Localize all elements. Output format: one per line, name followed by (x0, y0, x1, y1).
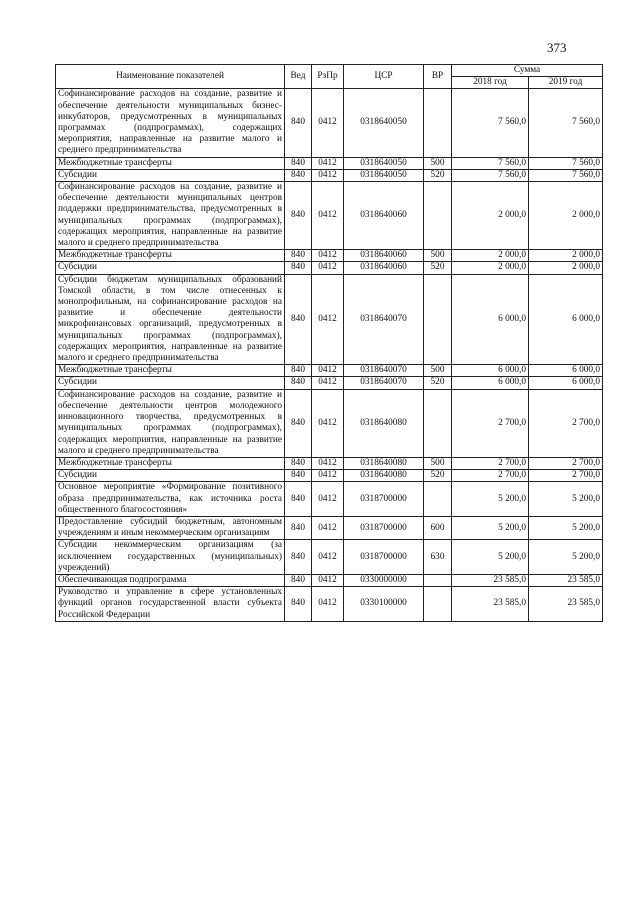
row-vr (424, 482, 452, 517)
row-vr: 520 (424, 169, 452, 181)
row-vr (424, 89, 452, 157)
row-vr: 500 (424, 365, 452, 377)
row-name: Обеспечивающая подпрограмма (56, 574, 285, 586)
row-csr: 0318640070 (344, 274, 424, 365)
table-row (56, 470, 603, 482)
row-ved: 840 (285, 182, 312, 250)
row-vr: 520 (424, 377, 452, 389)
row-ved: 840 (285, 457, 312, 469)
row-name: Субсидии (56, 262, 285, 274)
row-csr: 0318640070 (344, 377, 424, 389)
row-sum-2019: 6 000,0 (529, 365, 603, 377)
row-rzpr: 0412 (312, 516, 344, 539)
row-csr: 0330100000 (344, 587, 424, 622)
row-rzpr: 0412 (312, 482, 344, 517)
row-sum-2018: 23 585,0 (452, 574, 529, 586)
row-vr (424, 389, 452, 457)
row-rzpr: 0412 (312, 262, 344, 274)
row-sum-2019: 6 000,0 (529, 377, 603, 389)
row-sum-2018: 7 560,0 (452, 169, 529, 181)
row-csr: 0318640050 (344, 169, 424, 181)
row-sum-2018: 5 200,0 (452, 482, 529, 517)
header-vr: ВР (424, 65, 452, 89)
row-csr: 0318640050 (344, 89, 424, 157)
row-ved: 840 (285, 365, 312, 377)
row-rzpr: 0412 (312, 377, 344, 389)
header-csr: ЦСР (344, 65, 424, 89)
row-sum-2019: 23 585,0 (529, 574, 603, 586)
row-name: Руководство и управление в сфере установленных функций органов государственной власти субъекта Российской Федерации (56, 587, 285, 622)
row-ved: 840 (285, 169, 312, 181)
row-name: Субсидии бюджетам муниципальных образований Томской области, в том числе отнесенных к монопрофильным, на софинансирование расходов на развитие и обеспечение деятельности микрофинансовых организаций, предусмотренных в муниципальных программах (подпрограммах), содержащих мероприятия, направленные на развитие малого и среднего предпринимательства (56, 274, 285, 365)
row-rzpr: 0412 (312, 89, 344, 157)
header-sum: Сумма (452, 65, 603, 77)
row-rzpr: 0412 (312, 574, 344, 586)
row-vr (424, 574, 452, 586)
row-csr: 0318640070 (344, 365, 424, 377)
row-rzpr: 0412 (312, 457, 344, 469)
row-sum-2018: 5 200,0 (452, 540, 529, 575)
row-rzpr: 0412 (312, 274, 344, 365)
row-name: Межбюджетные трансферты (56, 250, 285, 262)
row-sum-2019: 2 000,0 (529, 182, 603, 250)
row-vr (424, 182, 452, 250)
row-ved: 840 (285, 377, 312, 389)
row-rzpr: 0412 (312, 540, 344, 575)
table-row (56, 182, 603, 250)
table-row (56, 516, 603, 539)
header-rzpr: РзПр (312, 65, 344, 89)
header-2019: 2019 год (529, 77, 603, 89)
row-csr: 0330000000 (344, 574, 424, 586)
row-csr: 0318700000 (344, 516, 424, 539)
row-ved: 840 (285, 250, 312, 262)
row-sum-2019: 2 700,0 (529, 457, 603, 469)
row-name: Субсидии (56, 169, 285, 181)
table-row (56, 389, 603, 457)
table-row (56, 587, 603, 622)
table-row (56, 574, 603, 586)
row-rzpr: 0412 (312, 250, 344, 262)
header-2018: 2018 год (452, 77, 529, 89)
row-csr: 0318640060 (344, 250, 424, 262)
row-rzpr: 0412 (312, 365, 344, 377)
table-row (56, 365, 603, 377)
row-ved: 840 (285, 587, 312, 622)
row-vr: 520 (424, 262, 452, 274)
row-rzpr: 0412 (312, 182, 344, 250)
row-name: Межбюджетные трансферты (56, 365, 285, 377)
row-csr: 0318640080 (344, 457, 424, 469)
row-csr: 0318640060 (344, 182, 424, 250)
row-ved: 840 (285, 470, 312, 482)
row-sum-2018: 6 000,0 (452, 377, 529, 389)
row-name: Субсидии (56, 470, 285, 482)
row-sum-2018: 2 000,0 (452, 262, 529, 274)
row-ved: 840 (285, 274, 312, 365)
row-rzpr: 0412 (312, 169, 344, 181)
row-sum-2019: 6 000,0 (529, 274, 603, 365)
row-sum-2018: 6 000,0 (452, 274, 529, 365)
row-rzpr: 0412 (312, 389, 344, 457)
row-vr (424, 274, 452, 365)
table-row (56, 262, 603, 274)
row-sum-2018: 2 700,0 (452, 389, 529, 457)
row-rzpr: 0412 (312, 157, 344, 169)
row-csr: 0318640080 (344, 470, 424, 482)
row-csr: 0318640060 (344, 262, 424, 274)
row-sum-2019: 7 560,0 (529, 169, 603, 181)
table-row (56, 157, 603, 169)
row-sum-2019: 5 200,0 (529, 482, 603, 517)
row-ved: 840 (285, 89, 312, 157)
row-name: Межбюджетные трансферты (56, 157, 285, 169)
row-ved: 840 (285, 157, 312, 169)
row-csr: 0318700000 (344, 482, 424, 517)
row-ved: 840 (285, 540, 312, 575)
header-name: Наименование показателей (56, 65, 285, 89)
row-rzpr: 0412 (312, 470, 344, 482)
row-rzpr: 0412 (312, 587, 344, 622)
row-ved: 840 (285, 516, 312, 539)
row-sum-2018: 7 560,0 (452, 89, 529, 157)
row-sum-2018: 23 585,0 (452, 587, 529, 622)
row-name: Софинансирование расходов на создание, развитие и обеспечение деятельности муниципальных бизнес-инкубаторов, предусмотренных в муниципальных программах (подпрограммах), содержащих мероприятия, направленные на развитие малого и среднего предпринимательства (56, 89, 285, 157)
table-row (56, 274, 603, 365)
row-sum-2019: 2 000,0 (529, 262, 603, 274)
row-sum-2019: 23 585,0 (529, 587, 603, 622)
table-row (56, 377, 603, 389)
row-csr: 0318640080 (344, 389, 424, 457)
row-vr: 600 (424, 516, 452, 539)
table-row (56, 89, 603, 157)
row-vr: 500 (424, 157, 452, 169)
header-ved: Вед (285, 65, 312, 89)
row-name: Субсидии (56, 377, 285, 389)
row-name: Основное мероприятие «Формирование позитивного образа предпринимательства, как источника роста общественного благосостояния» (56, 482, 285, 517)
row-name: Межбюджетные трансферты (56, 457, 285, 469)
row-vr: 500 (424, 457, 452, 469)
row-sum-2018: 2 700,0 (452, 457, 529, 469)
budget-table (55, 64, 603, 622)
table-row (56, 169, 603, 181)
page-number: 373 (547, 40, 567, 55)
row-sum-2018: 6 000,0 (452, 365, 529, 377)
row-sum-2018: 5 200,0 (452, 516, 529, 539)
row-ved: 840 (285, 574, 312, 586)
row-name: Субсидии некоммерческим организациям (за исключением государственных (муниципальных) учреждений) (56, 540, 285, 575)
row-ved: 840 (285, 262, 312, 274)
row-name: Софинансирование расходов на создание, развитие и обеспечение деятельности муниципальных центров поддержки предпринимательства, предусмотренных в муниципальных программах (подпрограммах), содержащих мероприятия, направленные на развитие малого и среднего предпринимательства (56, 182, 285, 250)
row-sum-2019: 5 200,0 (529, 540, 603, 575)
row-name: Софинансирование расходов на создание, развитие и обеспечение деятельности центров молодежного инновационного творчества, предусмотренных в муниципальных программах (подпрограммах), содержащих мероприятия, направленные на развитие малого и среднего предпринимательства (56, 389, 285, 457)
table-row (56, 540, 603, 575)
row-vr: 500 (424, 250, 452, 262)
row-csr: 0318700000 (344, 540, 424, 575)
row-sum-2018: 2 000,0 (452, 182, 529, 250)
table-row (56, 250, 603, 262)
row-sum-2018: 2 700,0 (452, 470, 529, 482)
row-ved: 840 (285, 389, 312, 457)
row-sum-2018: 2 000,0 (452, 250, 529, 262)
table-row (56, 482, 603, 517)
row-sum-2019: 7 560,0 (529, 157, 603, 169)
row-sum-2018: 7 560,0 (452, 157, 529, 169)
row-sum-2019: 2 700,0 (529, 470, 603, 482)
row-sum-2019: 2 700,0 (529, 389, 603, 457)
table-body (56, 89, 603, 621)
row-csr: 0318640050 (344, 157, 424, 169)
row-vr: 520 (424, 470, 452, 482)
row-vr: 630 (424, 540, 452, 575)
row-ved: 840 (285, 482, 312, 517)
row-vr (424, 587, 452, 622)
row-sum-2019: 2 000,0 (529, 250, 603, 262)
row-sum-2019: 7 560,0 (529, 89, 603, 157)
row-name: Предоставление субсидий бюджетным, автономным учреждениям и иным некоммерческим организациям (56, 516, 285, 539)
table-row (56, 457, 603, 469)
row-sum-2019: 5 200,0 (529, 516, 603, 539)
table-header (56, 65, 603, 89)
